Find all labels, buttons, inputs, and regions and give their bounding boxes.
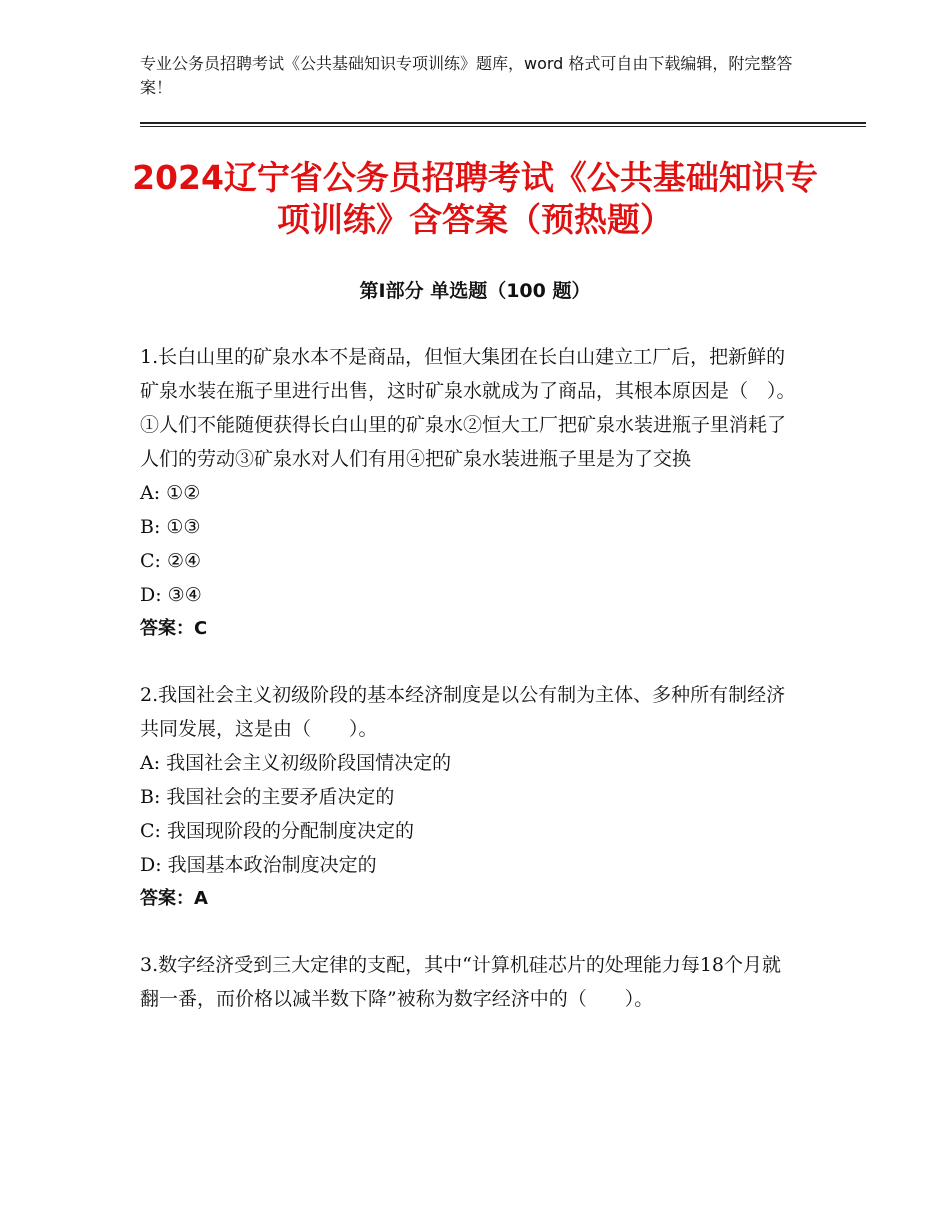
document-title: 2024辽宁省公务员招聘考试《公共基础知识专项训练》含答案（预热题） [132,158,818,239]
section-heading: 第Ⅰ部分 单选题（100 题） [359,280,591,302]
question-stem: 2.我国社会主义初级阶段的基本经济制度是以公有制为主体、多种所有制经济共同发展，这是由（ ）。 [140,684,786,740]
spacer [140,916,800,948]
spacer [140,646,800,678]
question-stem: 1.长白山里的矿泉水本不是商品，但恒大集团在长白山建立工厂后，把新鲜的矿泉水装在瓶子里进行出售，这时矿泉水就成为了商品，其根本原因是（ ）。①人们不能随便获得长白山里的矿泉水②恒大工厂把矿泉水装进瓶子里消耗了人们的劳动③矿泉水对人们有用④把矿泉水装进瓶子里是为了交换 [140,346,796,470]
header-note: 专业公务员招聘考试《公共基础知识专项训练》题库，word 格式可自由下载编辑，附完整答案！ [140,54,793,97]
question-3 [140,948,800,1016]
question-list [140,340,800,1016]
option-a: A: 我国社会主义初级阶段国情决定的 [140,752,452,774]
option-d: D: 我国基本政治制度决定的 [140,854,377,876]
question-2 [140,678,800,916]
option-c: C: 我国现阶段的分配制度决定的 [140,820,414,842]
option-c: C: ②④ [140,550,202,572]
answer: 答案：A [140,888,208,909]
answer: 答案：C [140,618,208,639]
option-b: B: 我国社会的主要矛盾决定的 [140,786,395,808]
question-stem: 3.数字经济受到三大定律的支配，其中“计算机硅芯片的处理能力每18个月就翻一番，而价格以减半数下降”被称为数字经济中的（ ）。 [140,954,782,1010]
question-1 [140,340,800,646]
option-b: B: ①③ [140,516,201,538]
option-d: D: ③④ [140,584,202,606]
option-a: A: ①② [140,482,201,504]
header-rule-thick [140,122,866,124]
header-rule-thin [140,126,866,127]
